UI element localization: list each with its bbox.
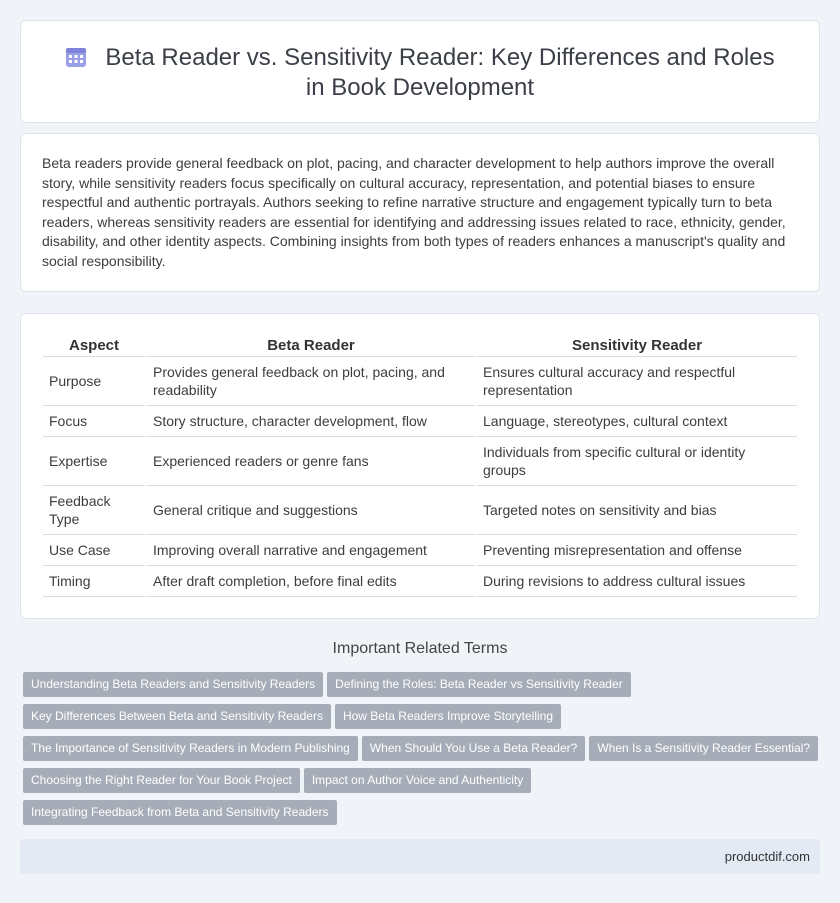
calendar-grid-icon xyxy=(65,46,87,68)
related-term-tag[interactable]: The Importance of Sensitivity Readers in Modern Publishing xyxy=(23,736,358,761)
related-term-tag[interactable]: When Should You Use a Beta Reader? xyxy=(362,736,585,761)
page-title xyxy=(21,43,819,103)
header-aspect: Aspect xyxy=(43,335,145,357)
table-row xyxy=(43,357,797,406)
table-cell-sensitivity: Preventing misrepresentation and offense xyxy=(477,535,797,566)
related-terms-heading: Important Related Terms xyxy=(332,640,508,657)
comparison-table xyxy=(41,335,799,597)
title-card xyxy=(20,20,820,123)
table-cell-sensitivity: Language, stereotypes, cultural context xyxy=(477,406,797,437)
table-cell-sensitivity: Individuals from specific cultural or identity groups xyxy=(477,437,797,486)
related-terms-list xyxy=(23,672,823,832)
related-term-tag[interactable]: Choosing the Right Reader for Your Book Project xyxy=(23,768,300,793)
table-row xyxy=(43,535,797,566)
header-sensitivity-reader: Sensitivity Reader xyxy=(477,335,797,357)
intro-card xyxy=(20,133,820,292)
related-term-tag[interactable]: Impact on Author Voice and Authenticity xyxy=(304,768,531,793)
table-cell-sensitivity: Ensures cultural accuracy and respectful representation xyxy=(477,357,797,406)
table-cell-beta: After draft completion, before final edits xyxy=(147,566,475,597)
related-term-tag[interactable]: How Beta Readers Improve Storytelling xyxy=(335,704,561,729)
table-cell-aspect: Use Case xyxy=(43,535,145,566)
footer-bar xyxy=(20,839,820,874)
table-header-row xyxy=(43,335,797,357)
related-term-tag[interactable]: Key Differences Between Beta and Sensitivity Readers xyxy=(23,704,331,729)
related-term-tag[interactable]: Defining the Roles: Beta Reader vs Sensitivity Reader xyxy=(327,672,630,697)
footer-site-link[interactable]: productdif.com xyxy=(724,849,810,864)
table-row xyxy=(43,566,797,597)
table-cell-beta: Provides general feedback on plot, pacing, and readability xyxy=(147,357,475,406)
table-cell-beta: General critique and suggestions xyxy=(147,486,475,535)
related-term-tag[interactable]: Understanding Beta Readers and Sensitivity Readers xyxy=(23,672,323,697)
table-row xyxy=(43,437,797,486)
related-term-tag[interactable]: When Is a Sensitivity Reader Essential? xyxy=(589,736,818,761)
page-title-text: Beta Reader vs. Sensitivity Reader: Key Differences and Roles in Book Development xyxy=(105,44,775,101)
table-cell-aspect: Timing xyxy=(43,566,145,597)
comparison-card xyxy=(20,313,820,619)
table-cell-sensitivity: Targeted notes on sensitivity and bias xyxy=(477,486,797,535)
table-cell-beta: Improving overall narrative and engagement xyxy=(147,535,475,566)
table-cell-aspect: Purpose xyxy=(43,357,145,406)
table-cell-aspect: Focus xyxy=(43,406,145,437)
table-cell-sensitivity: During revisions to address cultural issues xyxy=(477,566,797,597)
intro-paragraph: Beta readers provide general feedback on plot, pacing, and character development to help authors improve the overall story, while sensitivity readers focus specifically on cultural accuracy, representation, and potential biases to ensure respectful and authentic portrayals. Authors seeking to refine narrative structure and engagement typically turn to beta readers, whereas sensitivity readers are essential for identifying and addressing issues related to race, ethnicity, gender, disability, and other identity aspects. Combining insights from both types of readers enhances a manuscript's quality and social responsibility. xyxy=(42,155,786,269)
header-beta-reader: Beta Reader xyxy=(147,335,475,357)
table-cell-beta: Story structure, character development, flow xyxy=(147,406,475,437)
table-row xyxy=(43,486,797,535)
table-cell-beta: Experienced readers or genre fans xyxy=(147,437,475,486)
table-cell-aspect: Expertise xyxy=(43,437,145,486)
related-term-tag[interactable]: Integrating Feedback from Beta and Sensitivity Readers xyxy=(23,800,337,825)
table-cell-aspect: Feedback Type xyxy=(43,486,145,535)
table-row xyxy=(43,406,797,437)
